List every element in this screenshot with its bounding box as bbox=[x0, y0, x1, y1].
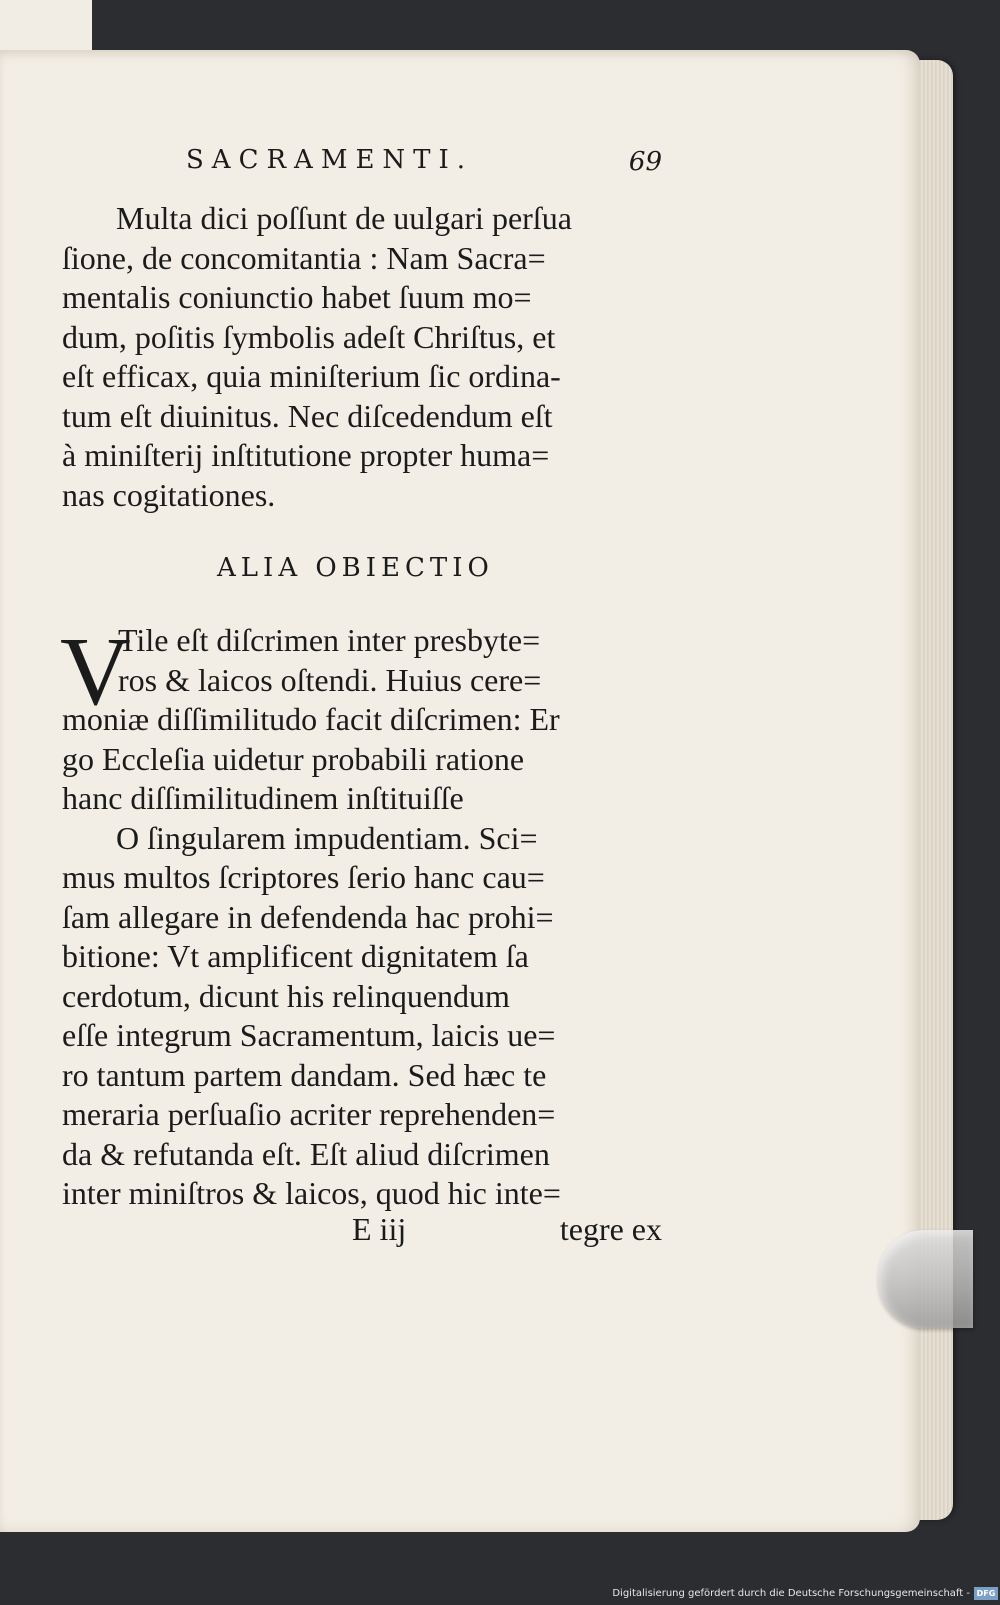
catchline bbox=[62, 1211, 662, 1251]
text-line: tum eſt diuinitus. Nec diſcedendum eſt bbox=[62, 397, 553, 434]
running-title: SACRAMENTI. bbox=[186, 145, 474, 175]
text-line: Tile eſt diſcrimen inter presbyte= bbox=[118, 622, 541, 658]
text-line: cerdotum, dicunt his relinquendum bbox=[62, 977, 510, 1014]
paragraph-1 bbox=[62, 199, 662, 515]
text-line: da & refutanda eſt. Eſt aliud diſcrimen bbox=[62, 1135, 550, 1172]
text-line: dum, poſitis ſymbolis adeſt Chriſtus, et bbox=[62, 318, 556, 355]
text-line: ros & laicos oſtendi. Huius cere= bbox=[118, 661, 542, 698]
drop-cap: V bbox=[60, 618, 131, 726]
text-line: mentalis coniunctio habet ſuum mo= bbox=[62, 279, 532, 315]
catchword: tegre ex bbox=[559, 1211, 662, 1247]
footer-text: Digitalisierung gefördert durch die Deutsche Forschungsgemeinschaft - bbox=[612, 1588, 970, 1599]
text-line: mus multos ſcriptores ſerio hanc cau= bbox=[62, 859, 545, 895]
text-line: eſſe integrum Sacramentum, laicis ue= bbox=[62, 1017, 556, 1053]
text-line: O ſingularem impudentiam. Sci= bbox=[116, 819, 538, 856]
page-number: 69 bbox=[628, 147, 662, 177]
page-clip bbox=[878, 1230, 973, 1328]
running-head bbox=[62, 145, 662, 185]
text-line: nas cogitationes. bbox=[62, 476, 276, 513]
paragraph-2 bbox=[60, 618, 662, 1214]
text-line: ſam allegare in defendenda hac prohi= bbox=[62, 898, 554, 935]
text-line: ro tantum partem dandam. Sed hæc te bbox=[62, 1056, 547, 1093]
previous-page-corner bbox=[0, 0, 92, 52]
dfg-logo: DFG bbox=[974, 1587, 998, 1600]
signature-mark: E iij bbox=[352, 1211, 407, 1247]
text-line: ſione, de concomitantia : Nam Sacra= bbox=[62, 239, 546, 276]
text-line: hanc diſſimilitudinem inſtituiſſe bbox=[62, 780, 464, 816]
text-line: bitione: Vt amplificent dignitatem ſa bbox=[62, 938, 529, 974]
digitization-footer bbox=[595, 1582, 1000, 1605]
text-line: eſt efficax, quia miniſterium ſic ordina- bbox=[62, 358, 561, 394]
text-line: go Eccleſia uidetur probabili ratione bbox=[62, 740, 525, 777]
text-line: Multa dici poſſunt de uulgari perſua bbox=[116, 200, 572, 236]
section-heading: ALIA OBIECTIO bbox=[217, 553, 494, 583]
text-line: à miniſterij inſtitutione propter huma= bbox=[62, 437, 550, 473]
text-line: moniæ diſſimilitudo facit diſcrimen: Er bbox=[62, 701, 560, 737]
text-line: inter miniſtros & laicos, quod hic inte= bbox=[62, 1175, 561, 1211]
text-line: meraria perſuaſio acriter reprehenden= bbox=[62, 1096, 556, 1132]
